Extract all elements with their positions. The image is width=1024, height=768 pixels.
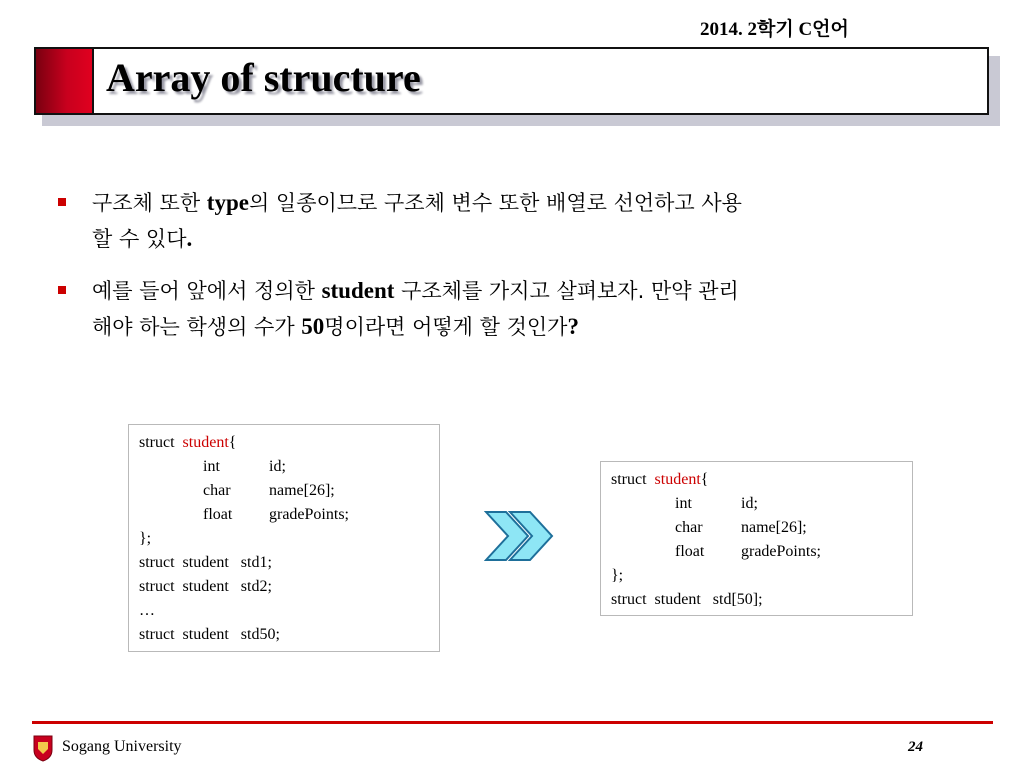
- bullet-text: [92, 273, 950, 345]
- bullet-text-part: 의 일종이므로 구조체 변수 또한 배열로 선언하고 사용: [248, 191, 742, 215]
- course-label: 2014. 2학기 C언어: [700, 19, 849, 40]
- bullet-text-bold: ?: [567, 314, 579, 339]
- code-box-array: [600, 461, 913, 616]
- bullet-text-bold: 50: [301, 314, 325, 339]
- code-line: };: [611, 567, 624, 584]
- code-field-name: name[26];: [741, 519, 807, 536]
- code-line: [139, 455, 429, 479]
- code-field-type: int: [675, 495, 692, 512]
- code-line: [611, 540, 902, 564]
- code-field-name: id;: [269, 458, 286, 475]
- code-field-name: gradePoints;: [741, 543, 821, 560]
- bullet-item: [58, 273, 950, 345]
- code-keyword: struct: [611, 471, 647, 488]
- university-crest-icon: [32, 734, 54, 762]
- bullet-text-part: 구조체를 가지고 살펴보자. 만약 관리: [394, 279, 739, 303]
- bullet-text-part: 할 수 있다: [92, 227, 187, 251]
- code-line: struct student std1;: [139, 554, 272, 571]
- bullet-text-part: 해야 하는 학생의 수가: [92, 315, 302, 339]
- code-line: …: [139, 602, 155, 619]
- code-field-type: float: [675, 543, 705, 560]
- code-struct-name: student: [182, 434, 229, 451]
- page-number: 24: [908, 739, 923, 755]
- bullet-text-part: 명이라면 어떻게 할 것인가: [324, 315, 568, 339]
- code-brace: {: [700, 471, 709, 488]
- code-line: [139, 503, 429, 527]
- code-line: struct student std50;: [139, 626, 280, 643]
- code-field-type: float: [203, 506, 233, 523]
- slide-title: Array of structure: [106, 55, 421, 100]
- code-field-type: char: [203, 482, 231, 499]
- code-field-type: char: [675, 519, 703, 536]
- bullet-text-part: 예를 들어 앞에서 정의한: [92, 279, 322, 303]
- code-line: [611, 468, 902, 492]
- code-box-individual-vars: [128, 424, 440, 652]
- bullet-text-bold: type: [206, 190, 249, 215]
- code-line: [139, 431, 429, 455]
- code-line: [611, 516, 902, 540]
- bullet-text-bold: .: [186, 226, 193, 251]
- bullet-text-bold: student: [321, 278, 395, 303]
- code-line: };: [139, 530, 152, 547]
- code-field-type: int: [203, 458, 220, 475]
- bullet-text-part: 구조체 또한: [92, 191, 207, 215]
- code-keyword: struct: [139, 434, 175, 451]
- code-line: struct student std[50];: [611, 591, 763, 608]
- bullet-marker: [58, 286, 66, 294]
- code-line: struct student std2;: [139, 578, 272, 595]
- code-field-name: gradePoints;: [269, 506, 349, 523]
- code-line: [139, 479, 429, 503]
- bullet-text: [92, 185, 950, 257]
- footer-university: Sogang University: [62, 738, 182, 755]
- footer-divider: [32, 721, 993, 724]
- code-field-name: name[26];: [269, 482, 335, 499]
- title-accent-block: [34, 47, 94, 115]
- code-brace: {: [228, 434, 237, 451]
- code-field-name: id;: [741, 495, 758, 512]
- double-chevron-right-icon: [484, 510, 556, 562]
- bullet-marker: [58, 198, 66, 206]
- code-struct-name: student: [654, 471, 701, 488]
- code-line: [611, 492, 902, 516]
- bullet-item: [58, 185, 950, 257]
